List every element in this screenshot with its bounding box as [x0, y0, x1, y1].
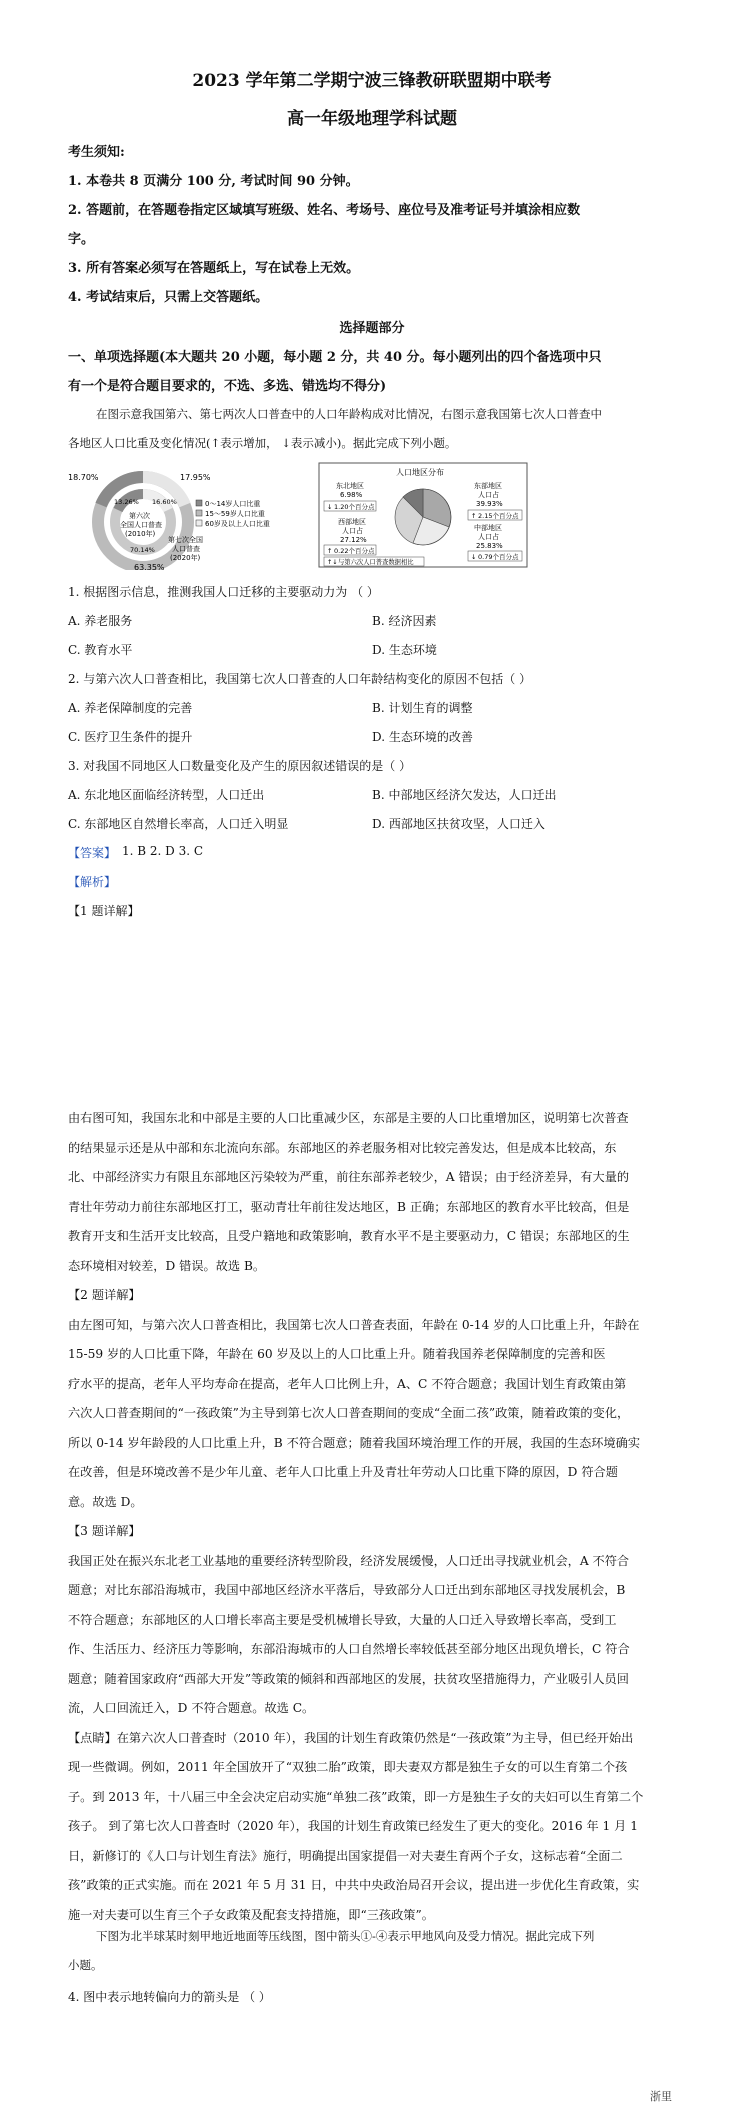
- option: D. 西部地区扶贫攻坚，人口迁入: [372, 817, 545, 831]
- option: C. 东部地区自然增长率高，人口迁入明显: [68, 817, 289, 831]
- outer-caption: 第七次全国: [168, 536, 203, 544]
- label-outer-top-right: 17.95%: [180, 473, 211, 482]
- text-line: 态环境相对较差，D 错误。故选 B。: [68, 1258, 266, 1273]
- text-line: 的结果显示还是从中部和东北流向东部。东部地区的养老服务相对比较完善发达，但是成本比较高，东: [68, 1140, 617, 1155]
- text-line: 由左图可知，与第六次人口普查相比，我国第七次人口普查表面，年龄在 0-14 岁的人口比重上升，年龄在: [68, 1317, 640, 1332]
- text-line: 疗水平的提高，老年人平均寿命在提高，老年人口比例上升，A、C 不符合题意；我国计划生育政策由第: [68, 1376, 627, 1391]
- notice-item: 3. 所有答案必须写在答题纸上，写在试卷上无效。: [68, 261, 360, 276]
- text-line: 孩子。 到了第七次人口普查时（2020 年），我国的计划生育政策已经发生了更大的变化。2016 年 1 月 1: [68, 1819, 638, 1833]
- intro-text: 在图示意我国第六、第七两次人口普查中的人口年龄构成对比情况，右图示意我国第七次人口普查中: [96, 407, 602, 421]
- question-stem: 3. 对我国不同地区人口数量变化及产生的原因叙述错误的是（ ）: [68, 759, 412, 773]
- option: B. 经济因素: [372, 614, 437, 628]
- text-line: 题意；随着国家政府“西部大开发”等政策的倾斜和西部地区的发展，扶贫攻坚措施得力，产业吸引人员回: [68, 1671, 629, 1686]
- legend-item: 15～59岁人口比重: [205, 510, 265, 518]
- option: C. 医疗卫生条件的提升: [68, 730, 193, 744]
- analysis-label: 【解析】: [68, 875, 117, 889]
- part-heading: 一、单项选择题(本大题共 20 小题，每小题 2 分，共 40 分。每小题列出的四个备选项中只: [68, 350, 602, 365]
- option: B. 中部地区经济欠发达，人口迁出: [372, 788, 557, 802]
- text-line: 孩”政策的正式实施。而在 2021 年 5 月 31 日，中共中央政治局召开会议，提出进一步优化生育政策，实: [68, 1878, 640, 1892]
- region-northeast: 东北地区: [336, 482, 364, 490]
- region-west: 西部地区: [338, 518, 366, 526]
- text-line: 在改善，但是环境改善不是少年儿童、老年人口比重上升及青壮年劳动人口比重下降的原因，D 符合题: [68, 1465, 618, 1479]
- region-northeast-change: 1.20个百分点: [334, 503, 375, 511]
- text-line: 15-59 岁的人口比重下降，年龄在 60 岁及以上的人口比重上升。随着我国养老保障制度的完善和医: [68, 1347, 606, 1361]
- region-central-sub: 人口占: [478, 533, 499, 541]
- region-west-value: 27.12%: [340, 536, 367, 544]
- arrow-down-icon: ↓: [471, 553, 477, 561]
- notice-heading: 考生须知:: [68, 145, 125, 160]
- label-inner-right: 16.60%: [152, 498, 177, 506]
- question-stem: 4. 图中表示地转偏向力的箭头是 （ ）: [68, 1990, 271, 2004]
- label-outer-bottom: 63.35%: [134, 563, 165, 570]
- region-east-value: 39.93%: [476, 500, 503, 508]
- footer-mark: 浙里: [650, 2090, 672, 2103]
- text-line: 青壮年劳动力前往东部地区打工，驱动青壮年前往发达地区，B 正确；东部地区的教育水平比较高，但是: [68, 1199, 630, 1214]
- text-line: 施一对夫妻可以生育三个子女政策及配套支持措施，即“三孩政策”。: [68, 1907, 434, 1922]
- text-line: 流，人口回流迁入，D 不符合题意。故选 C。: [68, 1701, 315, 1715]
- next-intro: 小题。: [68, 1958, 103, 1972]
- explanation-heading: 【1 题详解】: [68, 904, 140, 918]
- tip-line: [68, 1724, 678, 1754]
- option: D. 生态环境: [372, 643, 437, 657]
- figure-title: 人口地区分布: [396, 468, 444, 477]
- text-line: 所以 0-14 岁年龄段的人口比重上升，B 不符合题意；随着我国环境治理工作的开展，我国的生态环境确实: [68, 1435, 641, 1450]
- notice-item: 1. 本卷共 8 页满分 100 分, 考试时间 90 分钟。: [68, 174, 359, 189]
- legend-swatch: [196, 500, 202, 506]
- text-line: 六次人口普查期间的“一孩政策”为主导到第七次人口普查期间的变成“全面二孩”政策，随着政策的变化，: [68, 1406, 630, 1420]
- text-line: 日，新修订的《人口与计划生育法》施行，明确提出国家提倡一对夫妻生育两个子女，这标志着“全面二: [68, 1848, 623, 1863]
- text-line: 在第六次人口普查时（2010 年），我国的计划生育政策仍然是“一孩政策”为主导，但已经开始出: [116, 1730, 634, 1745]
- region-east-change: 2.15个百分点: [478, 512, 519, 520]
- region-central-change: 0.79个百分点: [478, 553, 519, 561]
- arrow-up-icon: ↑: [327, 547, 333, 555]
- text-line: 子。到 2013 年，十八届三中全会决定启动实施“单独二孩”政策，即一方是独生子女的夫妇可以生育第二个: [68, 1789, 644, 1804]
- region-central: 中部地区: [474, 524, 502, 532]
- option: D. 生态环境的改善: [372, 730, 473, 744]
- exam-subtitle: 高一年级地理学科试题: [287, 109, 457, 129]
- notice-item: 2. 答题前，在答题卷指定区域填写班级、姓名、考场号、座位号及准考证号并填涂相应数: [68, 203, 581, 218]
- text-line: 现一些微调。例如，2011 年全国放开了“双独二胎”政策，即夫妻双方都是独生子女的可以生育第二个孩: [68, 1760, 628, 1774]
- question-stem: 1. 根据图示信息，推测我国人口迁移的主要驱动力为 （ ）: [68, 585, 379, 599]
- label-inner-bottom: 70.14%: [130, 546, 155, 554]
- center-text: 全国人口普查: [120, 521, 162, 529]
- text-line: 不符合题意；东部地区的人口增长率高主要是受机械增长导致，大量的人口迁入导致增长率高，受到工: [68, 1612, 617, 1627]
- region-east-sub: 人口占: [478, 491, 499, 499]
- explanation-heading: 【2 题详解】: [68, 1288, 141, 1302]
- option: A. 养老保障制度的完善: [68, 701, 193, 715]
- text-line: 北、中部经济实力有限且东部地区污染较为严重，前往东部养老较少，A 错误；由于经济差异，有大量的: [68, 1170, 630, 1184]
- arrow-up-icon: ↑: [471, 512, 477, 520]
- intro-text: 各地区人口比重及变化情况(↑表示增加， ↓表示减小)。据此完成下列小题。: [68, 436, 457, 450]
- option: C. 教育水平: [68, 643, 133, 657]
- text-line: 由右图可知，我国东北和中部是主要的人口比重减少区，东部是主要的人口比重增加区，说明第七次普查: [68, 1111, 629, 1125]
- legend-swatch: [196, 520, 202, 526]
- text-line: 教育开支和生活开支比较高，且受户籍地和政策影响，教育水平不是主要驱动力，C 错误；东部地区的生: [68, 1229, 630, 1243]
- center-text: 第六次: [129, 512, 150, 520]
- section-title: 选择题部分: [339, 321, 405, 336]
- legend-swatch: [196, 510, 202, 516]
- label-inner-left: 13.26%: [114, 498, 139, 506]
- option: B. 计划生育的调整: [372, 701, 473, 715]
- label-outer-top-left: 18.70%: [68, 473, 99, 482]
- tip-label: 【点睛】: [68, 1730, 117, 1745]
- arrow-up-down-icon: ↑↓: [327, 559, 338, 566]
- text-line: 作、生活压力、经济压力等影响，东部沿海城市的人口自然增长率较低甚至部分地区出现负增长，C 符合: [68, 1642, 630, 1656]
- next-intro: 下图为北半球某时刻甲地近地面等压线图，图中箭头①-④表示甲地风向及受力情况。据此完成下列: [96, 1929, 595, 1943]
- legend-item: 60岁及以上人口比重: [205, 520, 270, 528]
- region-east: 东部地区: [474, 482, 502, 490]
- legend-item: 0～14岁人口比重: [205, 500, 261, 508]
- explanation-1: [68, 1104, 678, 1930]
- region-west-change: 0.22个百分点: [334, 547, 375, 555]
- region-central-value: 25.83%: [476, 542, 503, 550]
- region-west-sub: 人口占: [342, 527, 363, 535]
- text-line: 题意；对比东部沿海城市，我国中部地区经济水平落后，导致部分人口迁出到东部地区寻找发展机会，B: [68, 1583, 626, 1597]
- text-line: 我国正处在振兴东北老工业基地的重要经济转型阶段，经济发展缓慢，人口迁出寻找就业机会，A 不符合: [68, 1553, 630, 1568]
- answer-text: 1. B 2. D 3. C: [122, 844, 204, 858]
- exam-title: 2023 学年第二学期宁波三锋教研联盟期中联考: [192, 71, 552, 91]
- question-stem: 2. 与第六次人口普查相比，我国第七次人口普查的人口年龄结构变化的原因不包括（ ）: [68, 672, 532, 686]
- notice-item: 字。: [68, 232, 95, 247]
- explanation-heading: 【3 题详解】: [68, 1524, 141, 1538]
- option: A. 东北地区面临经济转型，人口迁出: [68, 788, 265, 802]
- option: A. 养老服务: [68, 614, 133, 628]
- text-line: 意。故选 D。: [68, 1494, 143, 1509]
- outer-caption: 人口普查: [172, 545, 200, 553]
- region-distribution-figure: [318, 462, 528, 568]
- answer-label: 【答案】: [68, 846, 117, 860]
- part-heading: 有一个是符合题目要求的，不选、多选、错选均不得分): [68, 379, 387, 394]
- figure-footer: 与第六次人口普查数据相比: [338, 559, 414, 566]
- age-structure-figure: [68, 470, 318, 570]
- outer-caption: (2020年): [170, 554, 201, 562]
- region-northeast-value: 6.98%: [340, 491, 363, 499]
- notice-item: 4. 考试结束后，只需上交答题纸。: [68, 290, 269, 305]
- arrow-down-icon: ↓: [327, 503, 333, 511]
- center-text: (2010年): [125, 530, 156, 538]
